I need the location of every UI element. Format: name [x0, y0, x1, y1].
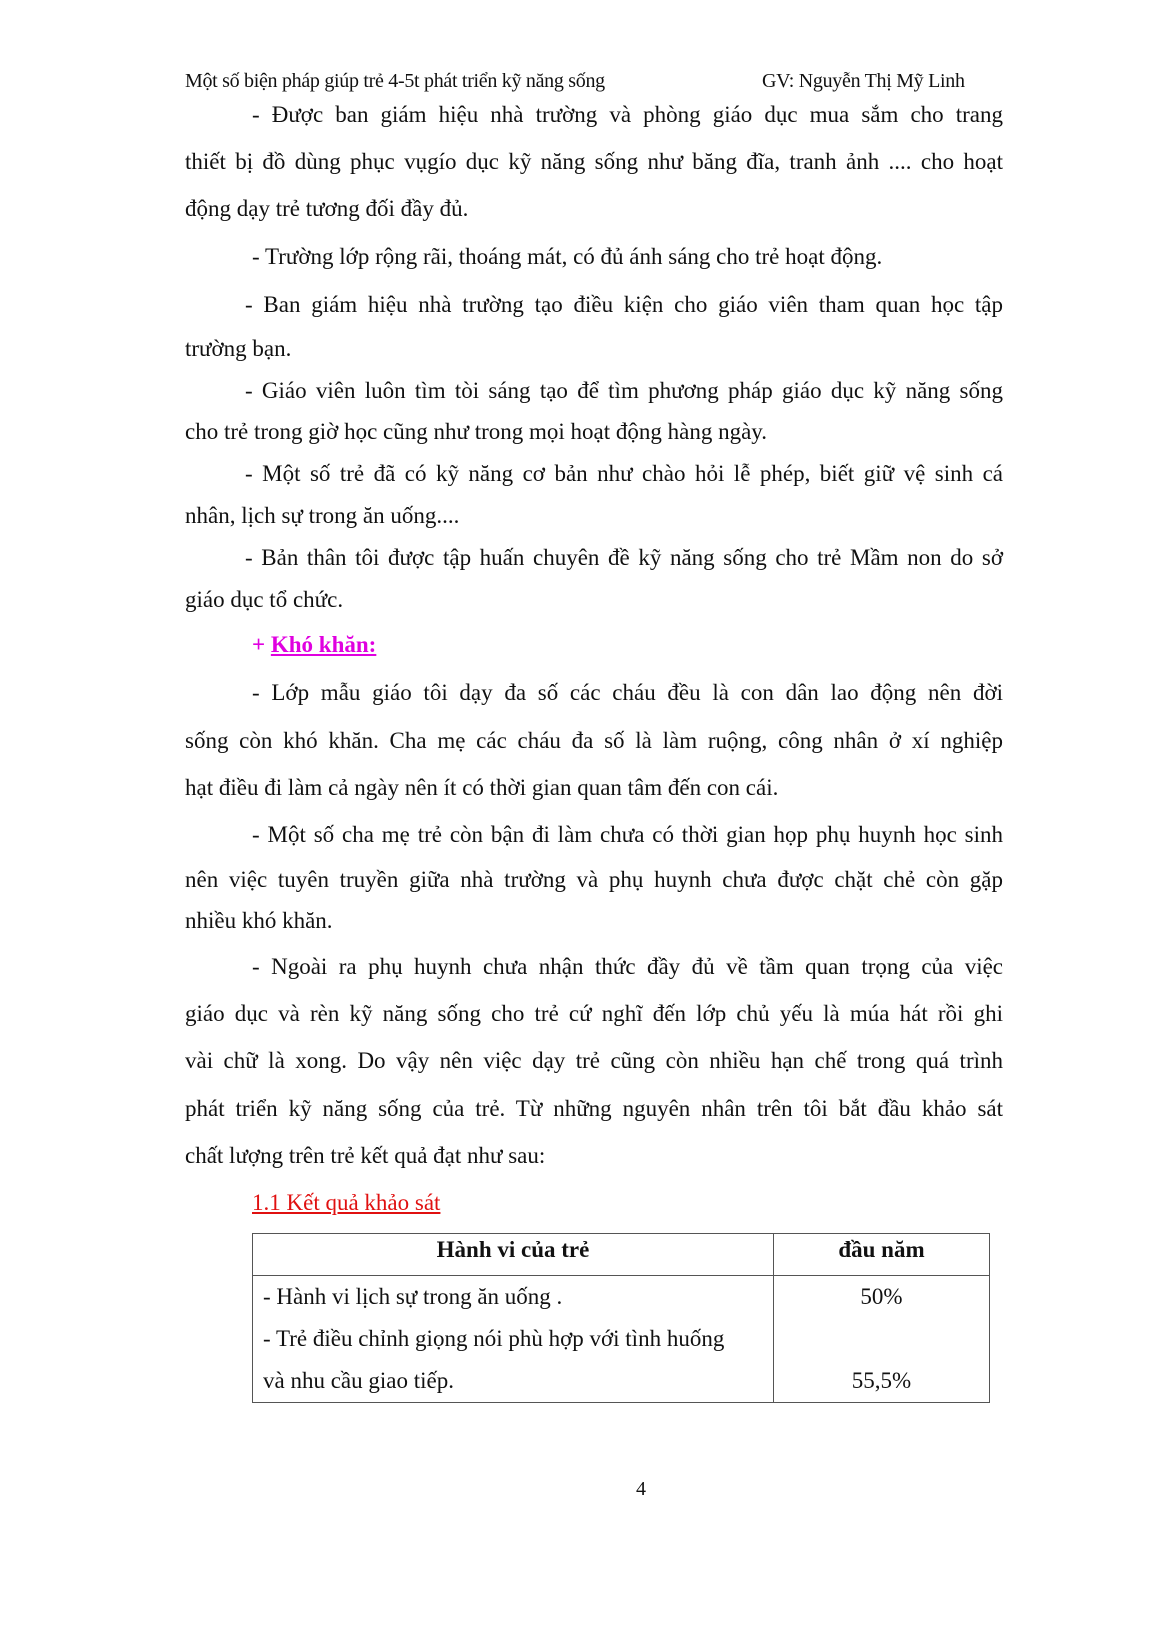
paragraph-line: giáo dục và rèn kỹ năng sống cho trẻ cứ nghĩ đến lớp chủ yếu là múa hát rồi ghi [185, 1001, 1003, 1026]
behavior-line: và nhu cầu giao tiếp. [263, 1368, 454, 1393]
column-header-start-of-year: đầu năm [774, 1234, 990, 1276]
paragraph-line: thiết bị đồ dùng phục vụgío dục kỹ năng sống như băng đĩa, tranh ảnh .... cho hoạt [185, 149, 1003, 174]
paragraph-line: - Bản thân tôi được tập huấn chuyên đề kỹ năng sống cho trẻ Mầm non do sở [245, 545, 1003, 570]
survey-table [252, 1233, 990, 1403]
paragraph-line: nên việc tuyên truyền giữa nhà trường và phụ huynh chưa được chặt chẻ còn gặp [185, 867, 1003, 892]
paragraph-line: phát triển kỹ năng sống của trẻ. Từ những nguyên nhân trên tôi bắt đầu khảo sát [185, 1096, 1003, 1121]
value-spacer [784, 1318, 979, 1360]
paragraph-line: nhiều khó khăn. [185, 908, 333, 933]
paragraph-line: hạt điều đi làm cả ngày nên ít có thời gian quan tâm đến con cái. [185, 775, 779, 800]
paragraph-line: chất lượng trên trẻ kết quả đạt như sau: [185, 1143, 546, 1168]
paragraph-line: - Ban giám hiệu nhà trường tạo điều kiện cho giáo viên tham quan học tập [245, 292, 1003, 317]
behavior-cell [253, 1276, 774, 1403]
page-number: 4 [636, 1478, 646, 1500]
paragraph-line: trường bạn. [185, 336, 292, 361]
header-author: GV: Nguyễn Thị Mỹ Linh [762, 70, 965, 92]
paragraph-line: cho trẻ trong giờ học cũng như trong mọi hoạt động hàng ngày. [185, 419, 768, 444]
paragraph-line: - Giáo viên luôn tìm tòi sáng tạo để tìm phương pháp giáo dục kỹ năng sống [245, 378, 1003, 403]
paragraph-line: giáo dục tổ chức. [185, 587, 344, 612]
difficulty-heading: + Khó khăn: [252, 632, 377, 657]
behavior-line: - Hành vi lịch sự trong ăn uống . [263, 1284, 563, 1309]
paragraph-line: nhân, lịch sự trong ăn uống.... [185, 503, 460, 528]
paragraph-line: - Được ban giám hiệu nhà trường và phòng giáo dục mua sắm cho trang [252, 102, 1003, 127]
paragraph-line: - Lớp mẫu giáo tôi dạy đa số các cháu đều là con dân lao động nên đời [252, 680, 1003, 705]
table-header-row [253, 1234, 990, 1276]
table-row [253, 1276, 990, 1403]
header-title: Một số biện pháp giúp trẻ 4-5t phát triển kỹ năng sống [185, 70, 605, 92]
value-line: 55,5% [851, 1368, 912, 1393]
paragraph-line: vài chữ là xong. Do vậy nên việc dạy trẻ cũng còn nhiều hạn chế trong quá trình [185, 1048, 1003, 1073]
paragraph-line: - Trường lớp rộng rãi, thoáng mát, có đủ ánh sáng cho trẻ hoạt động. [252, 244, 883, 269]
value-line: 50% [860, 1284, 903, 1309]
paragraph-line: - Một số trẻ đã có kỹ năng cơ bản như chào hỏi lễ phép, biết giữ vệ sinh cá [245, 461, 1003, 486]
paragraph-line: - Ngoài ra phụ huynh chưa nhận thức đầy đủ về tầm quan trọng của việc [252, 954, 1003, 979]
paragraph-line: - Một số cha mẹ trẻ còn bận đi làm chưa có thời gian họp phụ huynh học sinh [252, 822, 1003, 847]
behavior-line: - Trẻ điều chỉnh giọng nói phù hợp với tình huống [263, 1326, 725, 1351]
column-header-behavior: Hành vi của trẻ [253, 1234, 774, 1276]
value-cell [774, 1276, 990, 1403]
survey-heading: 1.1 Kết quả khảo sát [252, 1190, 441, 1215]
paragraph-line: sống còn khó khăn. Cha mẹ các cháu đa số là làm ruộng, công nhân ở xí nghiệp [185, 728, 1003, 753]
paragraph-line: động dạy trẻ tương đối đầy đủ. [185, 196, 469, 221]
